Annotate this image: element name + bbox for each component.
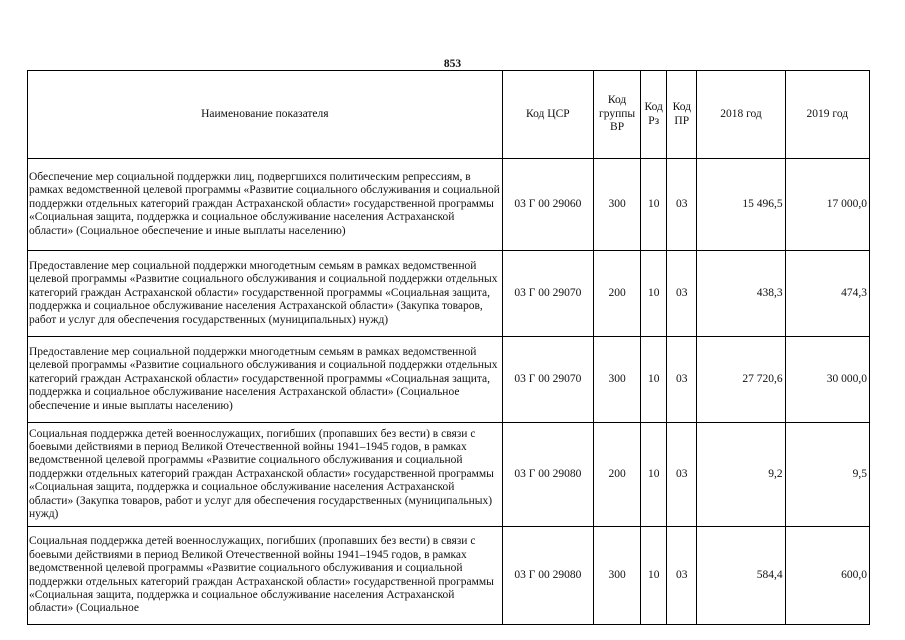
- row-pr: 03: [667, 423, 697, 527]
- row-name: Социальная поддержка детей военнослужащих, погибших (пропавших без вести) в связи с боевыми действиями в период Великой Отечественной войны 1941–1945 годов, в рамках ведомственной целевой программы «Развитие социального обслуживания и социальной поддержки отдельных категорий граждан Астраханской области» государственной программы «Социальная защита, поддержка и социальное обслуживание населения Астраханской области» (Закупка товаров, работ и услуг для обеспечения государственных (муниципальных) нужд): [28, 423, 503, 527]
- row-rz: 10: [641, 337, 667, 423]
- header-csr: Код ЦСР: [502, 71, 593, 159]
- row-rz: 10: [641, 251, 667, 337]
- page-number: 853: [443, 58, 462, 70]
- row-pr: 03: [667, 251, 697, 337]
- row-vr: 200: [594, 251, 641, 337]
- header-2019: 2019 год: [785, 71, 869, 159]
- row-rz: 10: [641, 527, 667, 625]
- row-csr: 03 Г 00 29060: [502, 159, 593, 251]
- table-row: [28, 251, 870, 337]
- budget-table: [27, 70, 870, 625]
- row-2019: 17 000,0: [785, 159, 869, 251]
- row-name: Предоставление мер социальной поддержки многодетным семьям в рамках ведомственной целевой программы «Развитие социального обслуживания и социальной поддержки отдельных категорий граждан Астраханской области» государственной программы «Социальная защита, поддержка и социальное обслуживание населения Астраханской области» (Социальное обеспечение и иные выплаты населению): [28, 337, 503, 423]
- row-name: Предоставление мер социальной поддержки многодетным семьям в рамках ведомственной целевой программы «Развитие социального обслуживания и социальной поддержки отдельных категорий граждан Астраханской области» государственной программы «Социальная защита, поддержка и социальное обслуживание населения Астраханской области» (Закупка товаров, работ и услуг для обеспечения государственных (муниципальных) нужд): [28, 251, 503, 337]
- row-2018: 584,4: [697, 527, 785, 625]
- row-csr: 03 Г 00 29080: [502, 423, 593, 527]
- table-row: [28, 159, 870, 251]
- row-2019: 30 000,0: [785, 337, 869, 423]
- row-vr: 300: [594, 527, 641, 625]
- row-pr: 03: [667, 159, 697, 251]
- table-header-row: [28, 71, 870, 159]
- header-vr: Код группы ВР: [594, 71, 641, 159]
- header-name: Наименование показателя: [28, 71, 503, 159]
- table-row: [28, 527, 870, 625]
- row-rz: 10: [641, 159, 667, 251]
- table-row: [28, 423, 870, 527]
- row-2019: 600,0: [785, 527, 869, 625]
- header-rz: Код Рз: [641, 71, 667, 159]
- row-csr: 03 Г 00 29070: [502, 337, 593, 423]
- row-name: Обеспечение мер социальной поддержки лиц, подвергшихся политическим репрессиям, в рамках ведомственной целевой программы «Развитие социального обслуживания и социальной поддержки отдельных категорий граждан Астраханской области» государственной программы «Социальная защита, поддержка и социальное обслуживание населения Астраханской области» (Социальное обеспечение и иные выплаты населению): [28, 159, 503, 251]
- row-vr: 300: [594, 337, 641, 423]
- row-2018: 27 720,6: [697, 337, 785, 423]
- row-2019: 9,5: [785, 423, 869, 527]
- table-row: [28, 337, 870, 423]
- row-2018: 15 496,5: [697, 159, 785, 251]
- row-pr: 03: [667, 527, 697, 625]
- row-2018: 438,3: [697, 251, 785, 337]
- header-pr: Код ПР: [667, 71, 697, 159]
- row-2019: 474,3: [785, 251, 869, 337]
- row-rz: 10: [641, 423, 667, 527]
- row-csr: 03 Г 00 29080: [502, 527, 593, 625]
- row-name: Социальная поддержка детей военнослужащих, погибших (пропавших без вести) в связи с боевыми действиями в период Великой Отечественной войны 1941–1945 годов, в рамках ведомственной целевой программы «Развитие социального обслуживания и социальной поддержки отдельных категорий граждан Астраханской области» государственной программы «Социальная защита, поддержка и социальное обслуживание населения Астраханской области» (Социальное: [28, 527, 503, 625]
- row-2018: 9,2: [697, 423, 785, 527]
- row-vr: 300: [594, 159, 641, 251]
- row-vr: 200: [594, 423, 641, 527]
- header-2018: 2018 год: [697, 71, 785, 159]
- row-pr: 03: [667, 337, 697, 423]
- row-csr: 03 Г 00 29070: [502, 251, 593, 337]
